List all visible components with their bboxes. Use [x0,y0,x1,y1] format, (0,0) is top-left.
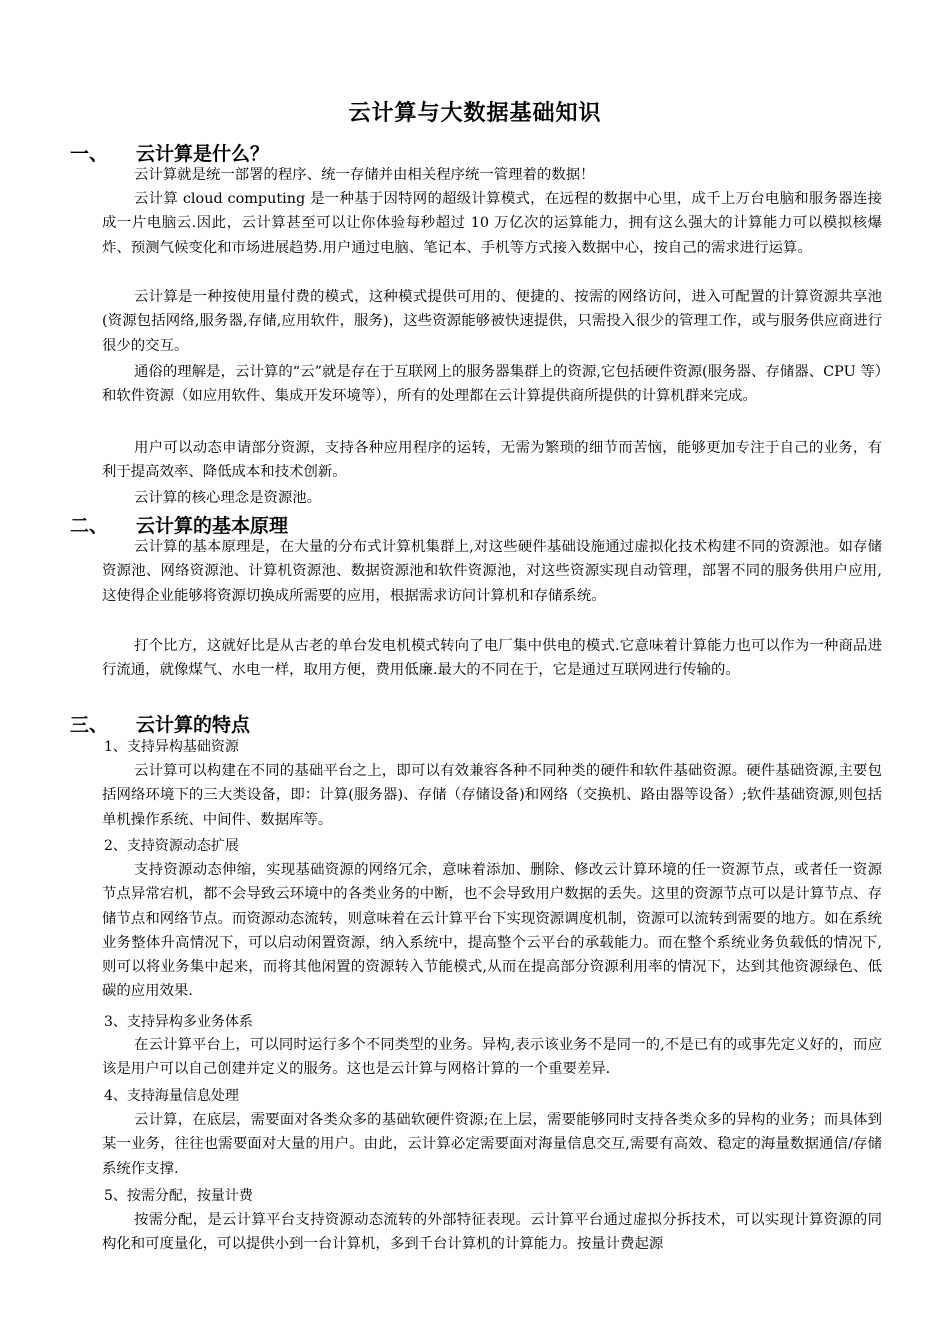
paragraph: 打个比方，这就好比是从古老的单台发电机模式转向了电厂集中供电的模式.它意味着计算能力也可以作为一种商品进行流通，就像煤气、水电一样，取用方便，费用低廉.最大的不同在于，它是通过互联网进行传输的。 [102,638,882,679]
document-title: 云计算与大数据基础知识 [348,100,602,126]
paragraph: 通俗的理解是，云计算的“云”就是存在于互联网上的服务器集群上的资源,它包括硬件资源(服务器、存储器、CPU 等）和软件资源（如应用软件、集成开发环境等），所有的处理都在云计算提供商所提供的计算机群来完成。 [102,364,882,405]
paragraph: 云计算的基本原理是，在大量的分布式计算机集群上,对这些硬件基础设施通过虚拟化技术构建不同的资源池。如存储资源池、网络资源池、计算机资源池、数据资源池和软件资源池，对这些资源实现自动管理，部署不同的服务供用户应用,这使得企业能够将资源切换成所需要的应用，根据需求访问计算机和存储系统。 [102,539,882,604]
paragraph: 用户可以动态申请部分资源，支持各种应用程序的运转，无需为繁琐的细节而苦恼，能够更加专注于自己的业务，有利于提高效率、降低成本和技术创新。 [102,440,882,481]
feature-label: 2、支持资源动态扩展 [104,838,239,854]
section-heading-3 [70,710,250,737]
feature-label: 3、支持异构多业务体系 [104,1014,253,1030]
section-number: 三、 [70,714,109,736]
paragraph: 云计算是一种按使用量付费的模式，这种模式提供可用的、便捷的、按需的网络访问，进入可配置的计算资源共享池(资源包括网络,服务器,存储,应用软件，服务)，这些资源能够被快速提供，只需投入很少的管理工作，或与服务供应商进行很少的交互。 [102,289,882,354]
feature-label: 4、支持海量信息处理 [104,1088,239,1104]
section-heading-1 [70,139,269,166]
paragraph: 云计算，在底层，需要面对各类众多的基础软硬件资源;在上层，需要能够同时支持各类众多的异构的业务；而具体到某一业务，往往也需要面对大量的用户。由此，云计算必定需要面对海量信息交互,需要有高效、稳定的海量数据通信/存储系统作支撑. [102,1112,882,1177]
paragraph: 云计算就是统一部署的程序、统一存储并由相关程序统一管理着的数据！ [134,167,595,183]
section-title: 云计算是什么？ [136,143,270,165]
feature-label: 5、按需分配，按量计费 [104,1188,253,1204]
section-title: 云计算的特点 [136,714,251,736]
paragraph: 云计算的核心理念是资源池。 [134,490,322,506]
section-title: 云计算的基本原理 [136,515,289,537]
paragraph: 在云计算平台上，可以同时运行多个不同类型的业务。异构,表示该业务不是同一的,不是已有的或事先定义好的，而应该是用户可以自己创建并定义的服务。这也是云计算与网格计算的一个重要差异. [102,1037,882,1078]
paragraph: 云计算可以构建在不同的基础平台之上，即可以有效兼容各种不同种类的硬件和软件基础资源。硬件基础资源,主要包括网络环境下的三大类设备，即：计算(服务器)、存储（存储设备)和网络（交换机、路由器等设备）;软件基础资源,则包括单机操作系统、中间件、数据库等。 [102,763,882,828]
paragraph: 支持资源动态伸缩，实现基础资源的网络冗余，意味着添加、删除、修改云计算环境的任一资源节点，或者任一资源节点异常宕机，都不会导致云环境中的各类业务的中断，也不会导致用户数据的丢失。这里的资源节点可以是计算节点、存储节点和网络节点。而资源动态流转，则意味着在云计算平台下实现资源调度机制，资源可以流转到需要的地方。如在系统业务整体升高情况下，可以启动闲置资源，纳入系统中，提高整个云平台的承载能力。而在整个系统业务负载低的情况下,则可以将业务集中起来，而将其他闲置的资源转入节能模式,从而在提高部分资源利用率的情况下，达到其他资源绿色、低碳的应用效果. [102,862,882,1000]
paragraph: 云计算 cloud computing 是一种基于因特网的超级计算模式，在远程的数据中心里，成千上万台电脑和服务器连接成一片电脑云.因此，云计算甚至可以让你体验每秒超过 10 万亿次的运算能力，拥有这么强大的计算能力可以模拟核爆炸、预测气候变化和市场进展趋势.用户通过电脑、笔记本、手机等方式接入数据中心，按自己的需求进行运算。 [102,191,882,256]
paragraph: 按需分配，是云计算平台支持资源动态流转的外部特征表现。云计算平台通过虚拟分拆技术，可以实现计算资源的同构化和可度量化，可以提供小到一台计算机，多到千台计算机的计算能力。按量计费起源 [102,1212,882,1253]
section-number: 一、 [70,143,109,165]
section-number: 二、 [70,515,109,537]
section-heading-2 [70,511,288,538]
feature-label: 1、支持异构基础资源 [104,739,239,755]
